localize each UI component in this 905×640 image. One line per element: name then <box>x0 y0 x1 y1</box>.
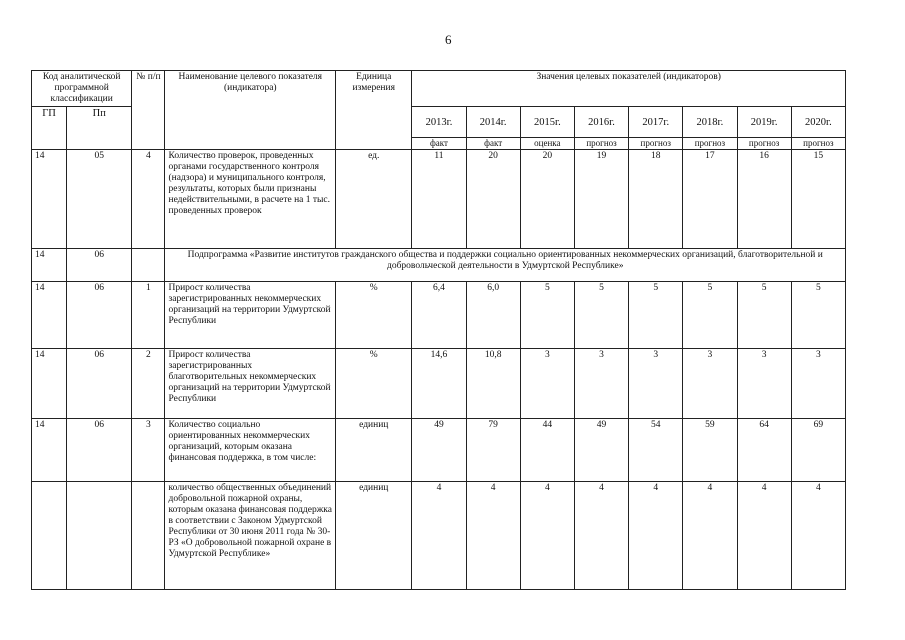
header-row <box>32 71 846 107</box>
page-number: 6 <box>445 32 452 47</box>
header-year: 2015г. <box>520 107 574 138</box>
table-row <box>32 482 846 590</box>
cell-value: 4 <box>683 482 737 590</box>
header-year: 2014г. <box>466 107 520 138</box>
cell-value: 69 <box>791 419 845 482</box>
cell-gp <box>32 482 67 590</box>
cell-gp: 14 <box>32 282 67 349</box>
cell-value: 5 <box>791 282 845 349</box>
cell-value: 3 <box>683 349 737 419</box>
cell-value: 18 <box>629 150 683 249</box>
cell-unit: ед. <box>336 150 412 249</box>
cell-value: 3 <box>791 349 845 419</box>
cell-value: 49 <box>574 419 628 482</box>
cell-value: 3 <box>737 349 791 419</box>
cell-value: 17 <box>683 150 737 249</box>
cell-num: 4 <box>132 150 165 249</box>
cell-unit: % <box>336 349 412 419</box>
header-gp: ГП <box>32 107 67 150</box>
cell-num: 3 <box>132 419 165 482</box>
header-year: 2020г. <box>791 107 845 138</box>
cell-value: 3 <box>629 349 683 419</box>
header-year: 2017г. <box>629 107 683 138</box>
cell-value: 5 <box>629 282 683 349</box>
header-year: 2019г. <box>737 107 791 138</box>
header-type: прогноз <box>791 138 845 150</box>
cell-value: 6,4 <box>412 282 466 349</box>
header-type: прогноз <box>574 138 628 150</box>
cell-value: 4 <box>574 482 628 590</box>
header-code-group: Код аналитической программной классификации <box>32 71 132 107</box>
cell-num <box>132 249 165 282</box>
table-row <box>32 349 846 419</box>
cell-name: Количество проверок, проведенных органами государственного контроля (надзора) и муниципального контроля, результаты, которых были признаны недействительными, в расчете на 1 тыс. проведенных проверок <box>165 150 336 249</box>
header-pp: Пп <box>67 107 132 150</box>
cell-value: 4 <box>412 482 466 590</box>
cell-value: 5 <box>737 282 791 349</box>
cell-value: 5 <box>683 282 737 349</box>
cell-value: 4 <box>520 482 574 590</box>
cell-value: 15 <box>791 150 845 249</box>
cell-value: 4 <box>791 482 845 590</box>
cell-gp: 14 <box>32 150 67 249</box>
cell-name: Количество социально ориентированных некоммерческих организаций, которым оказана финансовая поддержка, в том числе: <box>165 419 336 482</box>
cell-unit: единиц <box>336 482 412 590</box>
cell-value: 59 <box>683 419 737 482</box>
header-name: Наименование целевого показателя (индикатора) <box>165 71 336 150</box>
cell-value: 49 <box>412 419 466 482</box>
cell-value: 64 <box>737 419 791 482</box>
table-row <box>32 419 846 482</box>
cell-gp: 14 <box>32 349 67 419</box>
header-type: факт <box>466 138 520 150</box>
cell-value: 6,0 <box>466 282 520 349</box>
cell-value: 79 <box>466 419 520 482</box>
cell-num: 1 <box>132 282 165 349</box>
cell-num <box>132 482 165 590</box>
header-year: 2016г. <box>574 107 628 138</box>
table-row <box>32 282 846 349</box>
cell-value: 5 <box>574 282 628 349</box>
cell-pp: 05 <box>67 150 132 249</box>
header-num: № п/п <box>132 71 165 150</box>
cell-pp: 06 <box>67 419 132 482</box>
cell-value: 20 <box>466 150 520 249</box>
cell-value: 3 <box>574 349 628 419</box>
cell-value: 4 <box>466 482 520 590</box>
subprogram-title: Подпрограмма «Развитие институтов гражданского общества и поддержки социально ориентированных некоммерческих организаций, благотворительной и добровольческой деятельности в Удмуртской Республике» <box>165 249 846 282</box>
cell-gp: 14 <box>32 249 67 282</box>
cell-gp: 14 <box>32 419 67 482</box>
cell-value: 44 <box>520 419 574 482</box>
cell-value: 4 <box>737 482 791 590</box>
header-year: 2018г. <box>683 107 737 138</box>
header-type: прогноз <box>737 138 791 150</box>
header-unit: Единица измерения <box>336 71 412 150</box>
cell-pp: 06 <box>67 282 132 349</box>
cell-value: 16 <box>737 150 791 249</box>
table-row <box>32 150 846 249</box>
cell-unit: единиц <box>336 419 412 482</box>
cell-unit: % <box>336 282 412 349</box>
cell-value: 20 <box>520 150 574 249</box>
cell-value: 3 <box>520 349 574 419</box>
cell-pp: 06 <box>67 349 132 419</box>
cell-value: 54 <box>629 419 683 482</box>
cell-value: 14,6 <box>412 349 466 419</box>
cell-name: количество общественных объединений добровольной пожарной охраны, которым оказана финансовая поддержка в соответствии с Законом Удмуртской Республики от 30 июня 2011 года № 30-РЗ «О добровольной пожарной охране в Удмуртской Республике» <box>165 482 336 590</box>
header-year: 2013г. <box>412 107 466 138</box>
cell-num: 2 <box>132 349 165 419</box>
header-type: прогноз <box>683 138 737 150</box>
cell-value: 10,8 <box>466 349 520 419</box>
cell-value: 5 <box>520 282 574 349</box>
cell-pp <box>67 482 132 590</box>
header-type: прогноз <box>629 138 683 150</box>
cell-value: 4 <box>629 482 683 590</box>
subprogram-row <box>32 249 846 282</box>
cell-value: 11 <box>412 150 466 249</box>
cell-pp: 06 <box>67 249 132 282</box>
header-type: оценка <box>520 138 574 150</box>
indicators-table <box>31 70 846 590</box>
header-values-title: Значения целевых показателей (индикаторов) <box>412 71 846 107</box>
cell-value: 19 <box>574 150 628 249</box>
header-type: факт <box>412 138 466 150</box>
cell-name: Прирост количества зарегистрированных некоммерческих организаций на территории Удмуртской Республики <box>165 282 336 349</box>
cell-name: Прирост количества зарегистрированных благотворительных некоммерческих организаций на территории Удмуртской Республики <box>165 349 336 419</box>
